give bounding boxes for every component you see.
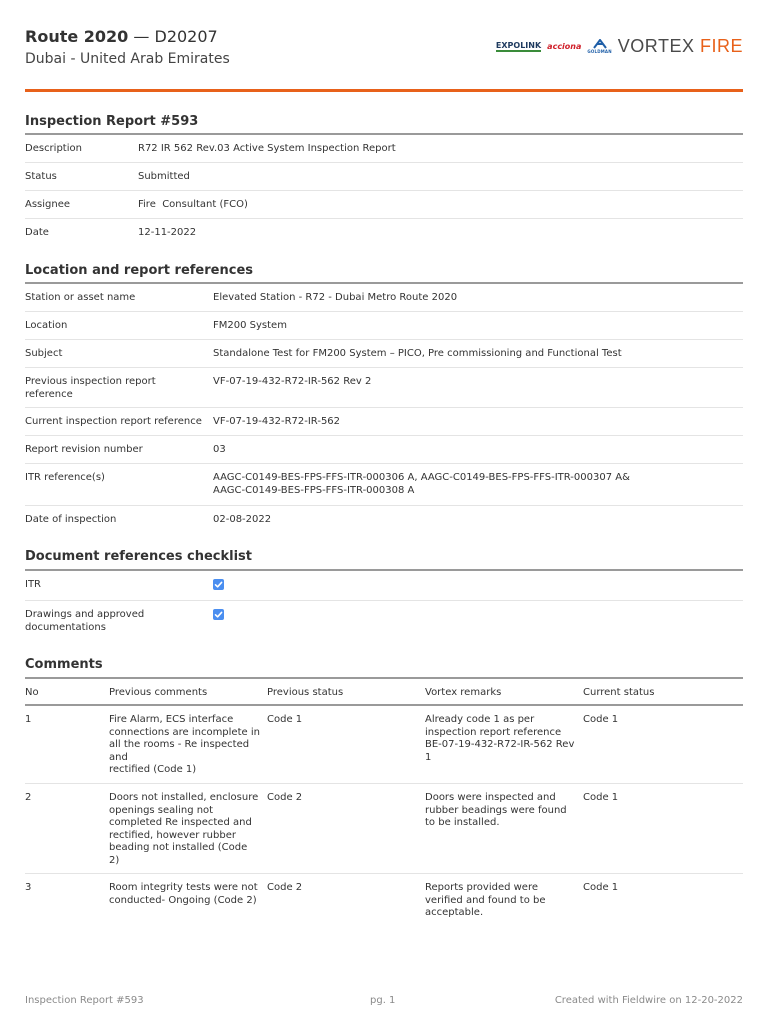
row-label-line: reference — [25, 388, 73, 400]
comment-line: beading not installed (Code — [109, 842, 248, 853]
report-row-date — [25, 219, 743, 246]
project-name: Route 2020 — [25, 27, 129, 46]
comment-number: 3 — [25, 882, 32, 893]
project-title — [25, 27, 218, 46]
title-separator: — — [133, 27, 150, 46]
previous-comment — [109, 882, 264, 907]
row-value: VF-07-19-432-R72-IR-562 Rev 2 — [213, 376, 372, 387]
comment-line: Fire Alarm, ECS interface — [109, 714, 234, 725]
project-location: Dubai - United Arab Emirates — [25, 51, 230, 67]
remark-line: Already code 1 as per — [425, 714, 535, 725]
row-value: Submitted — [138, 171, 190, 182]
row-value: Fire Consultant (FCO) — [138, 199, 248, 210]
vortex-remark — [425, 792, 580, 830]
logo-strip — [496, 35, 743, 57]
remark-line: Reports provided were — [425, 882, 538, 893]
current-status: Code 1 — [583, 882, 619, 893]
row-value: 02-08-2022 — [213, 514, 272, 525]
row-value-line: AAGC-C0149-BES-FPS-FFS-ITR-000306 A, AAGC-C0149-BES-FPS-FFS-ITR-000307 A& — [213, 472, 630, 483]
location-row-itr-refs — [25, 464, 743, 506]
checklist-label-line: Drawings and approved — [25, 609, 145, 620]
vortex-remark — [425, 882, 580, 920]
checkbox-checked[interactable] — [213, 579, 224, 590]
location-row-previous-ref — [25, 368, 743, 408]
remark-line: 1 — [425, 751, 432, 763]
remark-line: inspection report reference — [425, 726, 562, 738]
row-label: Description — [25, 143, 82, 154]
comment-row — [25, 706, 743, 784]
current-status: Code 1 — [583, 714, 619, 725]
comment-line: conducted- Ongoing (Code 2) — [109, 894, 257, 906]
footer-created-with: Created with Fieldwire on 12-20-2022 — [554, 995, 743, 1006]
comment-number: 2 — [25, 792, 32, 803]
column-header-current-status: Current status — [583, 687, 655, 698]
report-row-assignee — [25, 191, 743, 219]
footer-page-number: pg. 1 — [370, 995, 396, 1006]
remark-line: rubber beadings were found — [425, 804, 567, 816]
comment-row — [25, 874, 743, 934]
row-value: 12-11-2022 — [138, 227, 197, 238]
remark-line: Doors were inspected and — [425, 792, 556, 803]
row-label: Station or asset name — [25, 292, 136, 303]
previous-status: Code 2 — [267, 792, 303, 803]
row-label-line: Previous inspection report — [25, 376, 156, 387]
comment-line: 2) — [109, 854, 120, 866]
comments-header-row — [25, 679, 743, 706]
goldman-logo-text: GOLDMAN — [587, 48, 612, 54]
report-row-status — [25, 163, 743, 191]
project-code: D20207 — [154, 27, 218, 46]
previous-status: Code 1 — [267, 714, 303, 725]
row-label: Location — [25, 320, 68, 331]
row-label — [25, 376, 156, 401]
comment-line: connections are incomplete in — [109, 726, 260, 738]
comment-line: openings sealing not — [109, 804, 214, 816]
expolink-logo: EXPOLINK — [495, 40, 542, 50]
row-value: Elevated Station - R72 - Dubai Metro Route 2020 — [213, 292, 458, 303]
report-page — [25, 0, 743, 1024]
row-label: Assignee — [25, 199, 71, 210]
comment-line: completed Re inspected and — [109, 817, 252, 828]
location-row-location — [25, 312, 743, 340]
comment-line: all the rooms - Re inspected — [109, 739, 250, 750]
checklist-item-itr — [25, 571, 743, 601]
checklist-label: ITR — [25, 579, 42, 590]
checkmark-icon — [213, 609, 224, 620]
previous-comment — [109, 792, 264, 867]
remark-line: verified and found to be — [425, 894, 546, 906]
vortex-remark — [425, 714, 580, 764]
remark-line: acceptable. — [425, 907, 484, 918]
previous-comment — [109, 714, 264, 777]
brand-accent: FIRE — [699, 35, 743, 56]
goldman-logo — [587, 39, 611, 54]
location-row-revision — [25, 436, 743, 464]
checklist-label — [25, 609, 144, 634]
checkbox-checked[interactable] — [213, 609, 224, 620]
row-label: Status — [25, 171, 57, 182]
column-header-previous-comments: Previous comments — [109, 687, 208, 698]
location-row-subject — [25, 340, 743, 368]
row-label: Subject — [25, 348, 63, 359]
comment-line: rectified, however rubber — [109, 829, 236, 841]
remark-line: BE-07-19-432-R72-IR-562 Rev — [425, 739, 575, 750]
row-label: Current inspection report reference — [25, 416, 202, 427]
comment-line: Doors not installed, enclosure — [109, 792, 259, 803]
comment-line: and — [109, 751, 128, 763]
row-label: Date of inspection — [25, 514, 117, 525]
comment-line: rectified (Code 1) — [109, 764, 197, 775]
goldman-emblem-icon — [593, 39, 607, 49]
checklist-label-line: documentations — [25, 621, 106, 633]
comment-number: 1 — [25, 714, 32, 725]
comments-section-title: Comments — [25, 657, 103, 672]
checkmark-icon — [213, 579, 224, 590]
vortex-fire-logo — [618, 36, 743, 57]
current-status: Code 1 — [583, 792, 619, 803]
row-value: VF-07-19-432-R72-IR-562 — [213, 416, 341, 427]
comment-row — [25, 784, 743, 874]
acciona-logo: acciona — [547, 41, 582, 51]
report-section-title: Inspection Report #593 — [25, 114, 199, 129]
report-row-description — [25, 135, 743, 163]
header-divider — [25, 89, 743, 92]
column-header-vortex-remarks: Vortex remarks — [425, 687, 502, 698]
previous-status: Code 2 — [267, 882, 303, 893]
page-header — [25, 27, 743, 77]
location-row-inspection-date — [25, 506, 743, 533]
comment-line: Room integrity tests were not — [109, 882, 258, 893]
row-value: FM200 System — [213, 320, 287, 331]
location-section-title: Location and report references — [25, 263, 253, 278]
footer-report-title: Inspection Report #593 — [25, 995, 144, 1006]
row-value — [213, 472, 630, 497]
row-value: Standalone Test for FM200 System – PICO, Pre commissioning and Functional Test — [213, 348, 622, 359]
column-header-no: No — [25, 687, 39, 698]
location-row-current-ref — [25, 408, 743, 436]
row-label: ITR reference(s) — [25, 472, 105, 483]
row-label: Report revision number — [25, 444, 143, 455]
checklist-section-title: Document references checklist — [25, 549, 253, 564]
brand-main: VORTEX — [617, 35, 695, 56]
checklist-item-drawings — [25, 601, 743, 640]
remark-line: to be installed. — [425, 817, 500, 828]
row-label: Date — [25, 227, 49, 238]
location-row-station — [25, 284, 743, 312]
row-value: R72 IR 562 Rev.03 Active System Inspection Report — [138, 143, 396, 154]
row-value: 03 — [213, 444, 226, 455]
column-header-previous-status: Previous status — [267, 687, 344, 698]
row-value-line: AAGC-C0149-BES-FPS-FFS-ITR-000308 A — [213, 484, 415, 496]
